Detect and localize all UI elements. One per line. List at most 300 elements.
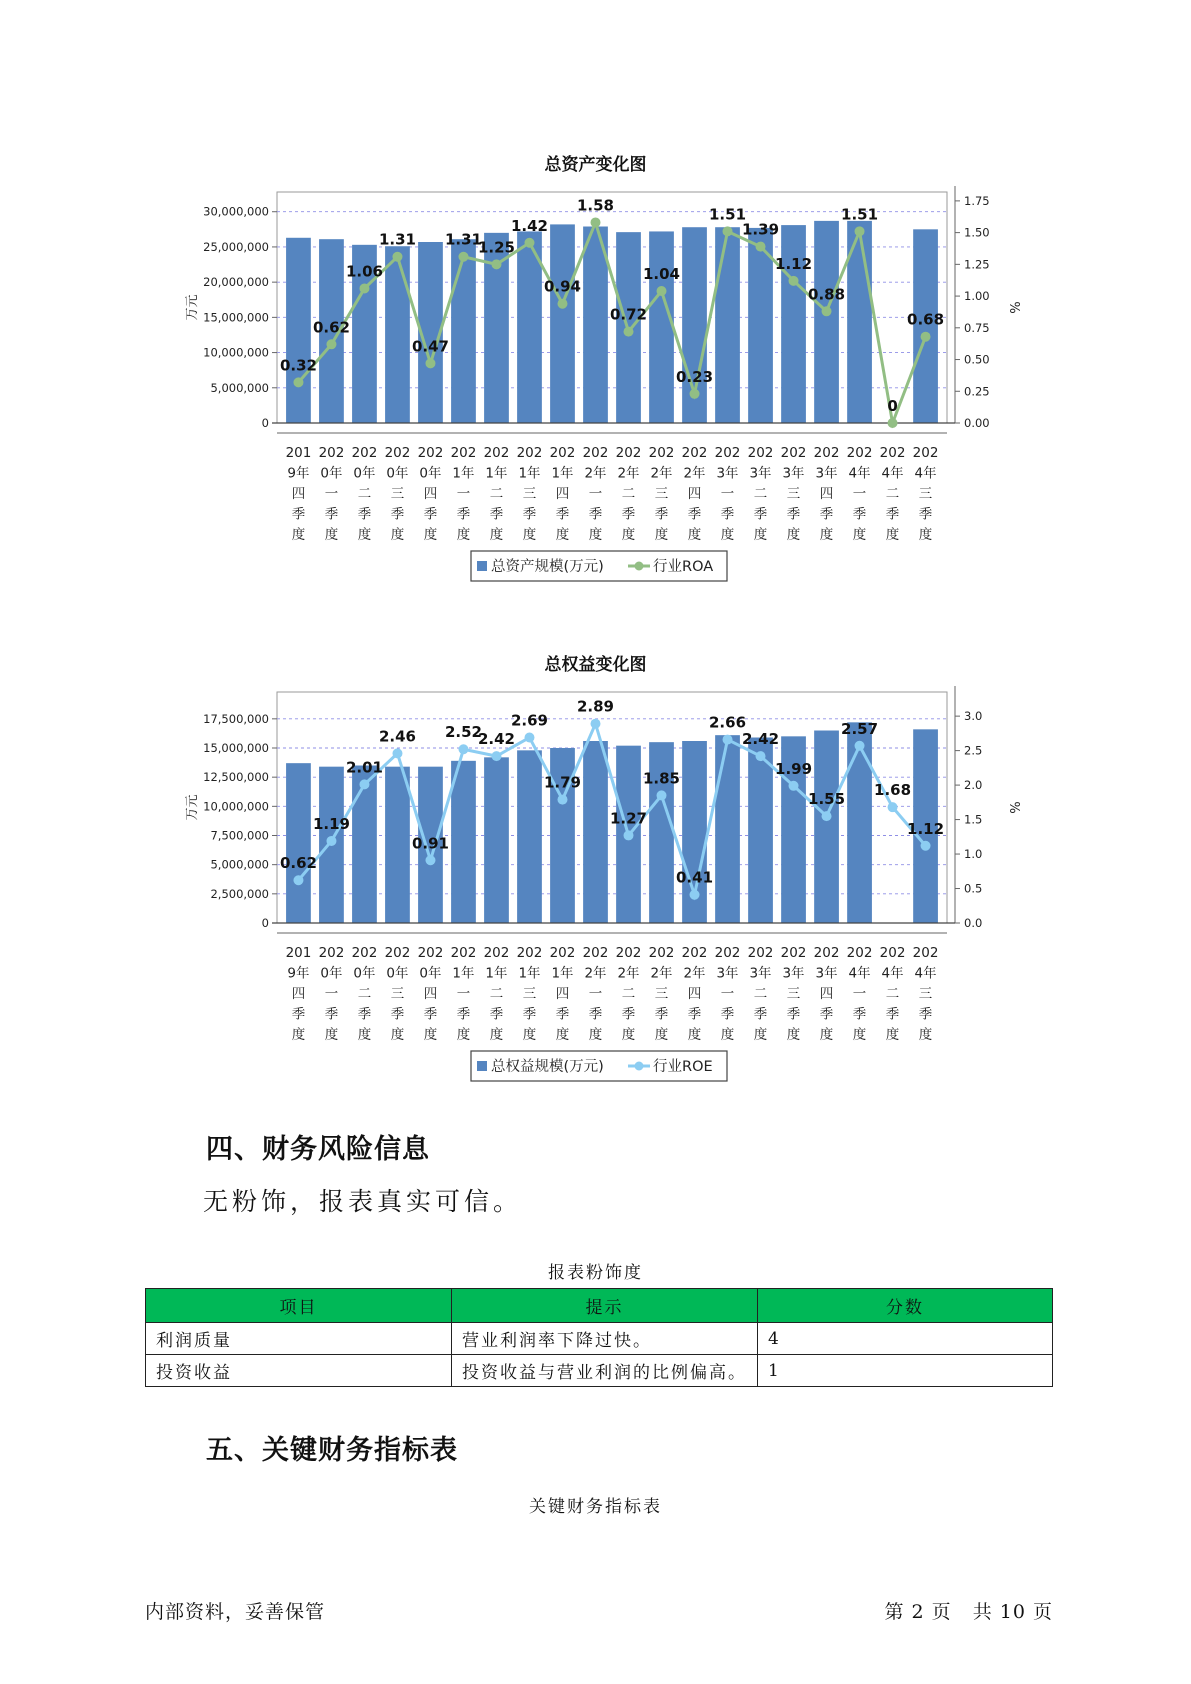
data-label: 0.62 [279,854,317,873]
x-tick-label: 二 [489,986,504,1002]
x-tick-label: 度 [588,527,603,543]
total-assets-chart [0,180,1191,620]
table-row [146,1355,1053,1387]
x-tick-label: 四 [819,486,834,502]
x-tick-label: 度 [357,527,372,543]
data-label: 1.55 [808,790,846,809]
bar [550,224,575,423]
x-tick-label: 度 [489,527,504,543]
line-point [590,217,600,227]
x-tick-label: 3年 [749,965,772,982]
x-tick-label: 一 [588,486,603,502]
line-point [425,855,435,865]
x-tick-label: 202 [318,945,345,961]
data-label: 0.23 [676,367,714,386]
x-tick-label: 2年 [650,465,673,482]
y2-tick-label: 1.75 [964,193,990,208]
line-point [789,276,799,286]
y2-tick-label: 1.0 [964,847,983,862]
x-tick-label: 2年 [683,965,706,982]
x-tick-label: 度 [654,527,669,543]
x-tick-label: 度 [588,1027,603,1043]
line-point [392,748,402,758]
data-label: 0 [887,397,898,415]
x-tick-label: 度 [456,1027,471,1043]
x-tick-label: 季 [324,506,339,523]
chart1-title: 总资产变化图 [544,155,647,175]
x-tick-label: 度 [819,1027,834,1043]
x-tick-label: 季 [819,1006,834,1023]
data-label: 2.01 [345,758,383,777]
x-tick-label: 202 [450,445,477,461]
y-tick-label: 12,500,000 [203,770,269,785]
x-tick-label: 三 [522,486,537,502]
x-tick-label: 202 [450,945,477,961]
data-label: 2.89 [576,697,615,716]
x-tick-label: 二 [621,486,636,502]
bar [484,757,509,923]
data-label: 1.06 [345,262,383,281]
x-tick-label: 季 [621,1006,636,1023]
x-tick-label: 季 [588,1006,603,1023]
line-point [657,790,667,800]
legend-line-marker [635,1062,644,1071]
data-label: 1.58 [576,196,615,215]
x-tick-label: 0年 [419,965,442,982]
legend-line-label: 行业ROA [653,559,714,575]
x-tick-label: 三 [390,986,405,1002]
y2-tick-label: 0.50 [964,352,990,367]
x-tick-label: 季 [621,506,636,523]
data-label: 1.39 [742,220,780,239]
x-tick-label: 度 [885,1027,900,1043]
x-tick-label: 一 [588,986,603,1002]
line-point [557,795,567,805]
x-tick-label: 202 [813,945,840,961]
x-tick-label: 度 [555,1027,570,1043]
row-score: 1 [758,1355,1053,1387]
data-label: 0.32 [279,356,317,375]
line-point [293,377,303,387]
x-tick-label: 四 [819,986,834,1002]
line-point [425,358,435,368]
x-tick-label: 季 [918,1006,933,1023]
legend-line-label: 行业ROE [653,1059,713,1075]
line-point [557,299,567,309]
x-tick-label: 1年 [518,465,541,482]
bar [847,722,872,923]
x-tick-label: 季 [390,506,405,523]
x-tick-label: 三 [654,486,669,502]
y-tick-label: 15,000,000 [203,310,269,325]
x-tick-label: 202 [384,945,411,961]
x-tick-label: 季 [687,506,702,523]
table-row [146,1323,1053,1355]
y2-axis-label: % [1006,301,1021,314]
x-tick-label: 202 [483,945,510,961]
x-tick-label: 季 [885,506,900,523]
x-tick-label: 2年 [617,965,640,982]
data-label: 0.94 [543,277,582,296]
x-tick-label: 季 [720,506,735,523]
x-tick-label: 202 [582,445,609,461]
x-tick-label: 三 [918,986,933,1002]
x-tick-label: 202 [516,445,543,461]
x-tick-label: 度 [786,1027,801,1043]
x-tick-label: 度 [621,1027,636,1043]
x-tick-label: 202 [615,445,642,461]
x-tick-label: 度 [819,527,834,543]
risk-table [145,1288,1053,1387]
bar [814,221,839,423]
legend-bar-swatch [477,561,487,571]
y2-tick-label: 1.5 [964,812,983,827]
x-tick-label: 202 [747,445,774,461]
bar [286,763,311,923]
data-label: 1.51 [709,205,747,224]
row-hint: 投资收益与营业利润的比例偏高。 [452,1355,758,1387]
x-tick-label: 202 [549,945,576,961]
x-tick-label: 202 [351,445,378,461]
x-tick-label: 度 [720,527,735,543]
x-tick-label: 0年 [353,465,376,482]
x-tick-label: 季 [852,1006,867,1023]
x-tick-label: 202 [582,945,609,961]
data-label: 2.66 [709,713,747,732]
x-tick-label: 度 [291,527,306,543]
x-tick-label: 度 [522,1027,537,1043]
x-tick-label: 度 [357,1027,372,1043]
x-tick-label: 四 [291,486,306,502]
x-tick-label: 202 [912,445,939,461]
y-tick-label: 30,000,000 [203,204,269,219]
y2-tick-label: 0.25 [964,384,990,399]
x-tick-label: 度 [753,527,768,543]
x-tick-label: 202 [516,945,543,961]
y-tick-label: 25,000,000 [203,239,269,254]
bar [814,731,839,924]
x-tick-label: 季 [456,1006,471,1023]
line-point [690,890,700,900]
x-tick-label: 202 [846,945,873,961]
x-tick-label: 度 [786,527,801,543]
line-point [756,751,766,761]
x-tick-label: 季 [555,1006,570,1023]
data-label: 1.79 [543,773,582,792]
x-tick-label: 202 [879,945,906,961]
bar [517,750,542,923]
line-point [723,735,733,745]
line-point [624,830,634,840]
footer-page-number: 第 2 页 共 10 页 [884,1601,1053,1623]
x-tick-label: 季 [324,1006,339,1023]
x-tick-label: 202 [417,945,444,961]
y2-axis-label: % [1006,801,1021,814]
x-tick-label: 季 [456,506,471,523]
data-label: 0.68 [907,310,945,329]
x-tick-label: 0年 [386,465,409,482]
x-tick-label: 0年 [320,465,343,482]
line-point [458,252,468,262]
x-tick-label: 一 [720,486,735,502]
bar [451,239,476,423]
x-tick-label: 季 [291,506,306,523]
line-point [723,226,733,236]
legend-bar-swatch [477,1061,487,1071]
legend-bar-label: 总资产规模(万元) [491,559,604,575]
y-tick-label: 15,000,000 [203,741,269,755]
data-label: 2.69 [510,711,548,730]
x-tick-label: 度 [423,1027,438,1043]
legend-bar-label: 总权益规模(万元) [491,1059,604,1075]
x-tick-label: 一 [852,486,867,502]
x-tick-label: 3年 [782,965,805,982]
data-label: 1.31 [444,230,482,249]
x-tick-label: 度 [390,1027,405,1043]
x-tick-label: 2年 [584,465,607,482]
line-point [657,286,667,296]
line-point [888,418,898,428]
x-tick-label: 一 [456,486,471,502]
header-item: 项目 [146,1289,452,1323]
row-score: 4 [758,1323,1053,1355]
x-tick-label: 1年 [551,465,574,482]
x-tick-label: 0年 [386,965,409,982]
x-tick-label: 201 [285,945,312,961]
line-point [326,339,336,349]
x-tick-label: 1年 [518,965,541,982]
data-label: 0.88 [808,285,846,304]
line-point [789,781,799,791]
y-tick-label: 0 [261,916,269,930]
x-tick-label: 1年 [452,465,475,482]
x-tick-label: 四 [423,986,438,1002]
x-tick-label: 201 [285,445,312,461]
line-point [458,744,468,754]
data-label: 0.91 [411,834,449,853]
x-tick-label: 1年 [485,965,508,982]
x-tick-label: 0年 [353,965,376,982]
x-tick-label: 季 [654,1006,669,1023]
x-tick-label: 202 [714,945,741,961]
line-point [491,259,501,269]
y-tick-label: 7,500,000 [210,828,269,843]
line-point [822,811,832,821]
x-tick-label: 季 [918,506,933,523]
x-tick-label: 202 [780,445,807,461]
x-tick-label: 202 [384,445,411,461]
data-label: 1.19 [312,814,350,833]
x-tick-label: 度 [654,1027,669,1043]
x-tick-label: 季 [423,506,438,523]
x-tick-label: 4年 [881,965,904,982]
x-tick-label: 202 [879,445,906,461]
x-tick-label: 3年 [815,965,838,982]
x-tick-label: 0年 [320,965,343,982]
data-label: 1.42 [510,216,548,235]
x-tick-label: 三 [522,986,537,1002]
x-tick-label: 2年 [683,465,706,482]
total-equity-chart [0,680,1191,1120]
x-tick-label: 1年 [551,965,574,982]
x-tick-label: 4年 [848,965,871,982]
line-point [855,741,865,751]
x-tick-label: 202 [780,945,807,961]
data-label: 2.52 [444,723,482,742]
x-tick-label: 度 [885,527,900,543]
x-tick-label: 202 [813,445,840,461]
chart2-title: 总权益变化图 [544,655,647,675]
y2-tick-label: 0.0 [964,916,983,930]
x-tick-label: 202 [714,445,741,461]
x-tick-label: 季 [819,506,834,523]
x-tick-label: 季 [555,506,570,523]
x-tick-label: 1年 [485,465,508,482]
y2-tick-label: 2.5 [964,743,983,758]
x-tick-label: 季 [885,1006,900,1023]
x-tick-label: 二 [885,986,900,1002]
x-tick-label: 度 [324,527,339,543]
x-tick-label: 季 [687,1006,702,1023]
x-tick-label: 3年 [782,465,805,482]
data-label: 0.41 [676,868,714,887]
line-point [392,252,402,262]
y2-tick-label: 1.50 [964,225,990,240]
x-tick-label: 202 [846,445,873,461]
y2-tick-label: 0.5 [964,881,983,896]
x-tick-label: 三 [654,986,669,1002]
x-tick-label: 度 [489,1027,504,1043]
x-tick-label: 一 [720,986,735,1002]
data-label: 2.57 [841,719,879,738]
x-tick-label: 202 [912,945,939,961]
x-tick-label: 季 [357,1006,372,1023]
x-tick-label: 四 [291,986,306,1002]
x-tick-label: 三 [786,986,801,1002]
x-tick-label: 202 [681,445,708,461]
x-tick-label: 2年 [617,465,640,482]
x-tick-label: 202 [351,945,378,961]
x-tick-label: 202 [615,945,642,961]
x-tick-label: 202 [747,945,774,961]
line-point [590,719,600,729]
bar [451,761,476,923]
x-tick-label: 202 [417,445,444,461]
x-tick-label: 度 [621,527,636,543]
x-tick-label: 度 [852,527,867,543]
y-tick-label: 5,000,000 [210,857,269,872]
line-point [359,779,369,789]
y2-tick-label: 0.00 [964,416,990,430]
bar [715,735,740,923]
y-tick-label: 5,000,000 [210,380,269,395]
line-point [326,836,336,846]
line-point [690,389,700,399]
x-tick-label: 4年 [848,465,871,482]
section5-heading: 五、关键财务指标表 [206,1435,458,1466]
data-label: 1.31 [378,230,416,249]
legend-line-marker [635,562,644,571]
x-tick-label: 202 [648,945,675,961]
x-tick-label: 季 [357,506,372,523]
x-tick-label: 度 [390,527,405,543]
x-tick-label: 二 [885,486,900,502]
line-point [855,226,865,236]
line-point [524,238,534,248]
header-score: 分数 [758,1289,1053,1323]
x-tick-label: 季 [291,1006,306,1023]
data-label: 1.27 [609,809,648,828]
x-tick-label: 季 [720,1006,735,1023]
risk-table-caption: 报表粉饰度 [548,1263,643,1283]
y2-tick-label: 1.25 [964,257,990,272]
line-point [921,332,931,342]
x-tick-label: 二 [357,486,372,502]
x-tick-label: 一 [324,486,339,502]
y-tick-label: 20,000,000 [203,275,269,290]
x-tick-label: 季 [753,1006,768,1023]
line-point [624,327,634,337]
footer-confidential: 内部资料，妥善保管 [145,1601,326,1623]
x-tick-label: 三 [390,486,405,502]
x-tick-label: 二 [357,986,372,1002]
x-tick-label: 四 [555,486,570,502]
x-tick-label: 度 [687,527,702,543]
data-label: 1.25 [477,238,515,257]
x-tick-label: 度 [456,527,471,543]
line-point [888,802,898,812]
x-tick-label: 季 [489,1006,504,1023]
x-tick-label: 季 [654,506,669,523]
x-tick-label: 0年 [419,465,442,482]
x-tick-label: 202 [681,945,708,961]
y-axis-label: 万元 [185,294,200,321]
x-tick-label: 4年 [881,465,904,482]
line-point [822,306,832,316]
x-tick-label: 二 [489,486,504,502]
x-tick-label: 4年 [914,465,937,482]
data-label: 0.72 [609,305,648,324]
x-tick-label: 202 [549,445,576,461]
risk-table-header-row [146,1289,1053,1323]
x-tick-label: 度 [423,527,438,543]
x-tick-label: 二 [753,986,768,1002]
line-point [921,841,931,851]
row-hint: 营业利润率下降过快。 [452,1323,758,1355]
line-point [293,875,303,885]
x-tick-label: 一 [456,986,471,1002]
x-tick-label: 季 [753,506,768,523]
x-tick-label: 度 [324,1027,339,1043]
section4-heading: 四、财务风险信息 [206,1134,430,1165]
x-tick-label: 季 [522,506,537,523]
x-tick-label: 202 [318,445,345,461]
data-label: 1.12 [907,819,945,838]
x-tick-label: 度 [291,1027,306,1043]
bar [385,246,410,423]
data-label: 1.68 [874,781,912,800]
x-tick-label: 度 [555,527,570,543]
header-hint: 提示 [452,1289,758,1323]
x-tick-label: 3年 [815,465,838,482]
x-tick-label: 202 [483,445,510,461]
x-tick-label: 三 [918,486,933,502]
data-label: 0.47 [411,337,449,356]
x-tick-label: 3年 [749,465,772,482]
x-tick-label: 3年 [716,465,739,482]
data-label: 2.42 [742,730,780,749]
line-point [524,733,534,743]
